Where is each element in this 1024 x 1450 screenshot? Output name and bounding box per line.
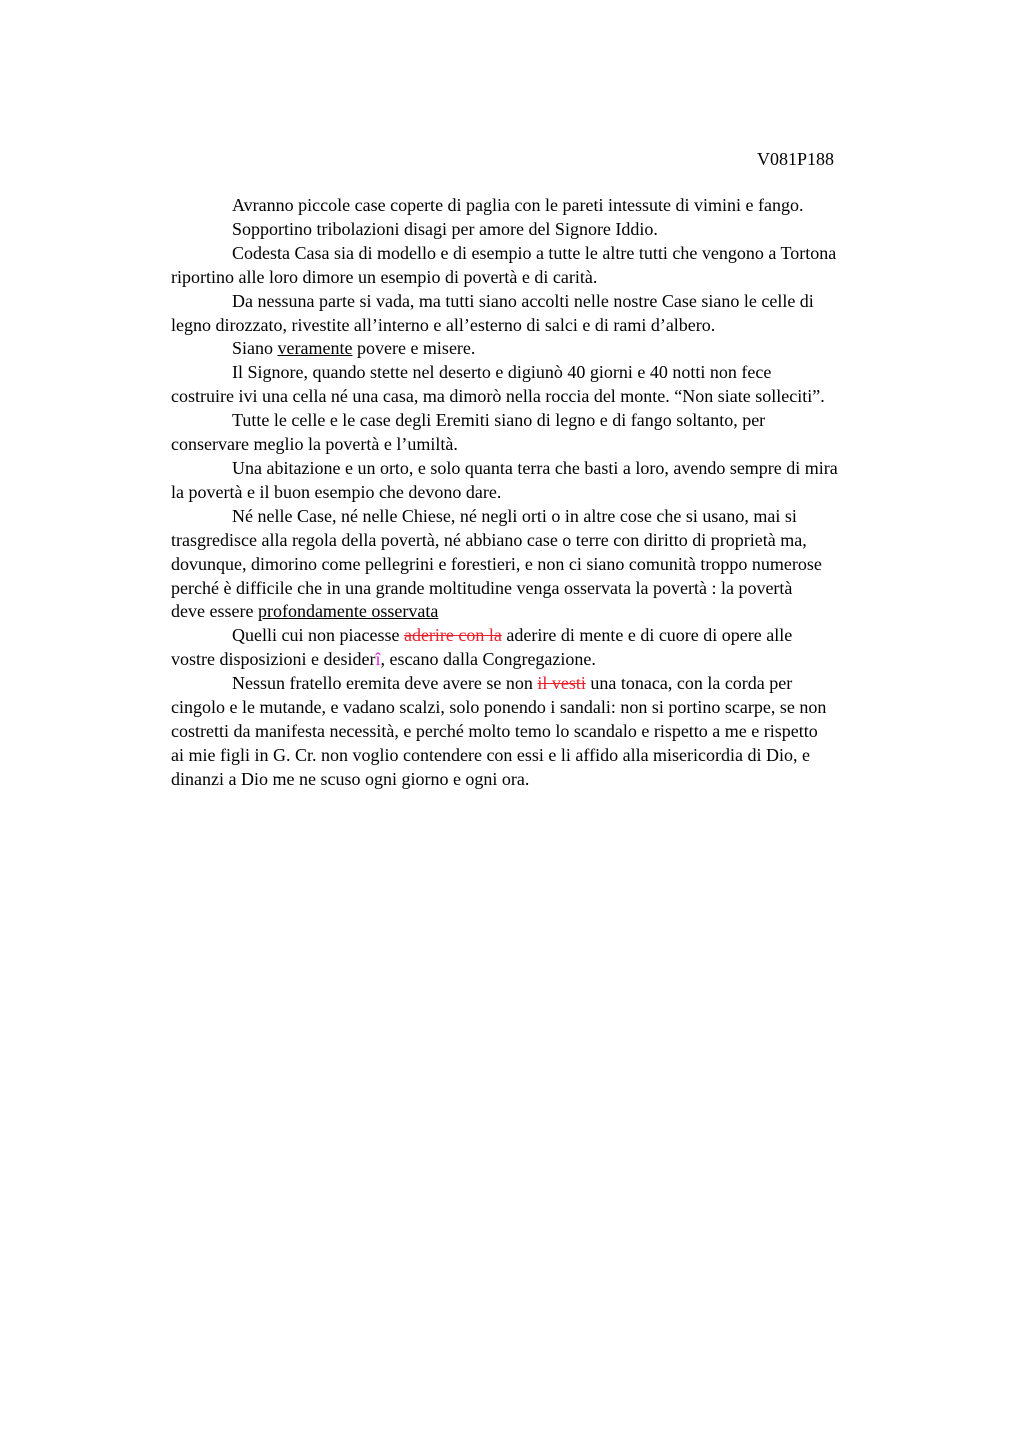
underlined-phrase: profondamente osservata (257, 601, 439, 622)
text-line (171, 672, 931, 696)
document-body (171, 194, 931, 792)
inserted-text: î (375, 649, 381, 670)
text-line: riportino alle loro dimore un esempio di povertà e di carità. (171, 266, 598, 287)
text-line: Sopportino tribolazioni disagi per amore del Signore Iddio. (232, 218, 658, 239)
text-line: perché è difficile che in una grande moltitudine venga osservata la povertà : la povertà (171, 577, 793, 598)
text-segment: povere e misere. (352, 338, 476, 359)
underlined-word: veramente (277, 338, 353, 359)
text-line: trasgredisce alla regola della povertà, né abbiano case o terre con diritto di proprietà ma, (171, 529, 807, 550)
text-line (171, 600, 931, 624)
text-line: cingolo e le mutande, e vadano scalzi, solo ponendo i sandali: non si portino scarpe, se non (171, 697, 827, 718)
text-line: Né nelle Case, né nelle Chiese, né negli orti o in altre cose che si usano, mai si (232, 505, 797, 526)
text-line: dinanzi a Dio me ne scuso ogni giorno e ogni ora. (171, 768, 530, 789)
text-segment: deve essere (171, 601, 258, 622)
text-line: Avranno piccole case coperte di paglia con le pareti intessute di vimini e fango. (232, 195, 804, 215)
text-line (171, 337, 931, 361)
page-identifier: V081P188 (757, 149, 835, 169)
text-segment: una tonaca, con la corda per (585, 673, 793, 694)
text-line: Il Signore, quando stette nel deserto e digiunò 40 giorni e 40 notti non fece (232, 362, 772, 383)
text-line: costretti da manifesta necessità, e perché molto temo lo scandalo e rispetto a me e rispetto (171, 720, 818, 741)
text-segment: , escano dalla Congregazione. (380, 649, 596, 670)
text-segment: Nessun fratello eremita deve avere se non (232, 673, 538, 694)
text-line: Una abitazione e un orto, e solo quanta terra che basti a loro, avendo sempre di mira (232, 457, 838, 478)
text-line: dovunque, dimorino come pellegrini e forestieri, e non ci siano comunità troppo numerose (171, 553, 822, 574)
text-segment: vostre disposizioni e desider (171, 649, 376, 670)
deleted-text: il vesti (537, 673, 586, 694)
text-segment: Siano (232, 338, 278, 359)
text-line (171, 648, 931, 672)
text-line (171, 624, 931, 648)
text-line: ai mie figli in G. Cr. non voglio contendere con essi e li affido alla misericordia di Dio, e (171, 744, 811, 765)
text-line: Codesta Casa sia di modello e di esempio a tutte le altre tutti che vengono a Tortona (232, 242, 837, 263)
text-segment: aderire di mente e di cuore di opere alle (501, 625, 793, 646)
text-line: Da nessuna parte si vada, ma tutti siano accolti nelle nostre Case siano le celle di (232, 290, 814, 311)
text-line: conservare meglio la povertà e l’umiltà. (171, 434, 458, 455)
text-line: legno dirozzato, rivestite all’interno e all’esterno di salci e di rami d’albero. (171, 314, 716, 335)
text-line: Tutte le celle e le case degli Eremiti siano di legno e di fango soltanto, per (232, 410, 766, 431)
text-line: la povertà e il buon esempio che devono dare. (171, 481, 502, 502)
deleted-text: aderire con la (403, 625, 502, 646)
text-line: costruire ivi una cella né una casa, ma dimorò nella roccia del monte. “Non siate solleciti”. (171, 386, 825, 407)
text-segment: Quelli cui non piacesse (232, 625, 404, 646)
